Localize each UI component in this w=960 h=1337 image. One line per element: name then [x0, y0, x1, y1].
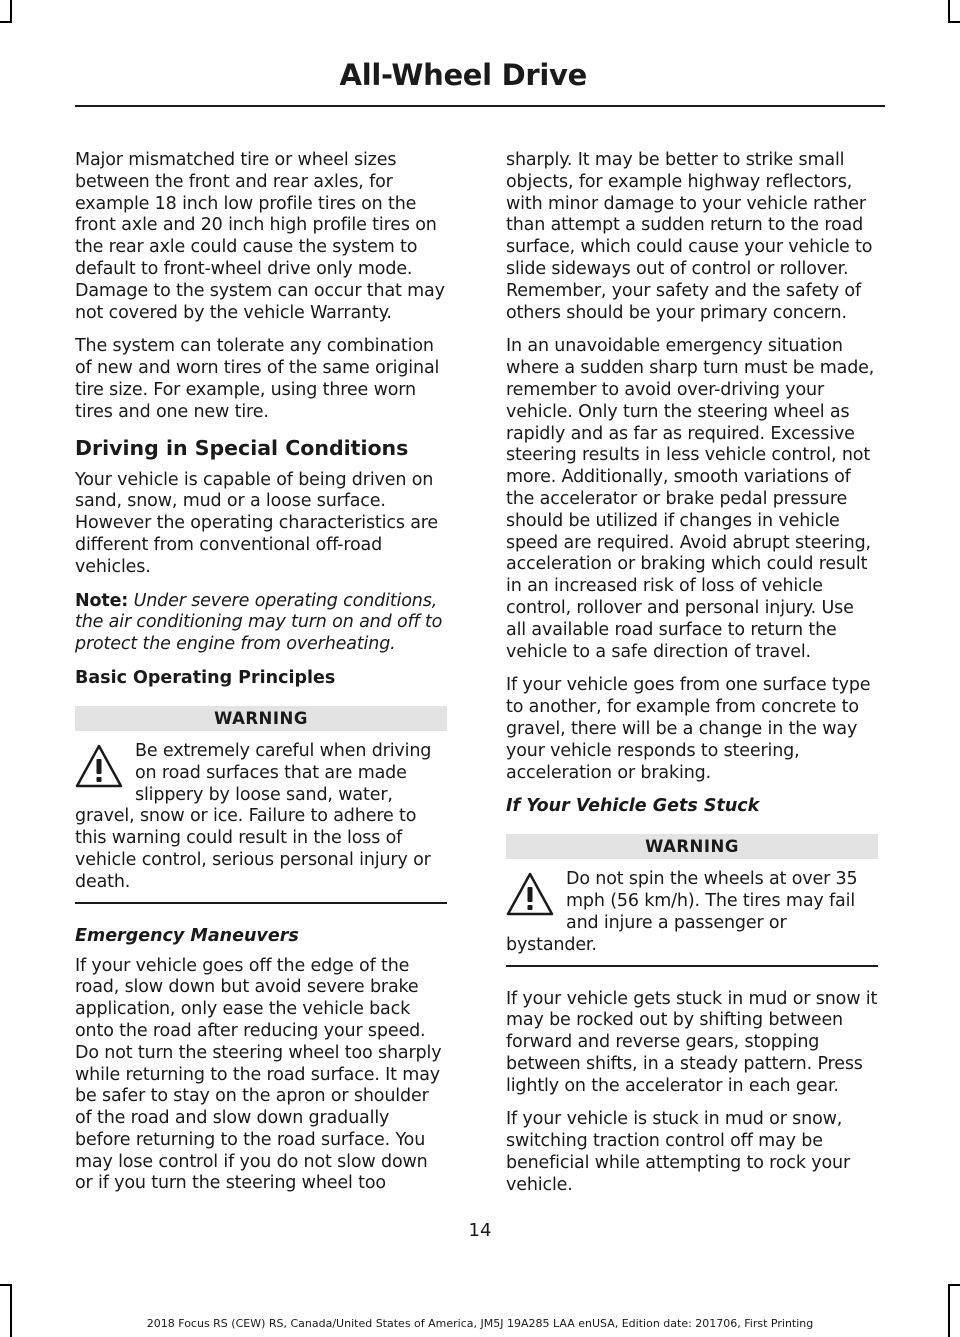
paragraph: In an unavoidable emergency situation where a sudden sharp turn must be made, remember to avoid over-driving your vehicle. Only turn the steering wheel as rapidly and as far as required. Excessive steering results in less vehicle control, not more. Additionally, smooth variations of the accelerator or brake pedal pressure should be utilized if changes in vehicle speed are required. Avoid abrupt steering, acceleration or braking which could result in an increased risk of loss of vehicle control, rollover and personal injury. Use all available road surface to return the vehicle to a safe direction of travel. [506, 336, 875, 662]
paragraph: Major mismatched tire or wheel sizes between the front and rear axles, for example 18 inch low profile tires on the front axle and 20 inch high profile tires on the rear axle could cause the system to default to front-wheel drive only mode. Damage to the system can occur that may not covered by the vehicle Warranty. [75, 150, 445, 323]
page-title: All-Wheel Drive [339, 58, 587, 92]
warning-text: Be extremely careful when driving on road surfaces that are made slippery by loose sand, water, gravel, snow or ice. Failure to adhere to this warning could result in the loss of vehicle control, serious personal injury or death. [75, 740, 432, 892]
crop-mark [948, 1284, 960, 1286]
paragraph: If your vehicle goes from one surface type to another, for example from concrete to gravel, there will be a change in the way your vehicle responds to steering, acceleration or braking. [506, 675, 871, 783]
subsection-heading: Emergency Maneuvers [75, 925, 299, 946]
note-text: Under severe operating conditions, the air conditioning may turn on and off to protect the engine from overheating. [75, 590, 443, 655]
crop-mark [0, 1284, 12, 1286]
paragraph: sharply. It may be better to strike small objects, for example highway reflectors, with minor damage to your vehicle rather than attempt a sudden return to the road surface, which could cause your vehicle to slide sideways out of control or rollover. Remember, your safety and the safety of others should be your primary concern. [506, 150, 873, 323]
right-column [506, 150, 878, 1209]
footer-edition-info: 2018 Focus RS (CEW) RS, Canada/United States of America, JM5J 19A285 LAA enUSA, Edition date: 201706, First Printing [146, 1317, 814, 1330]
paragraph: If your vehicle is stuck in mud or snow, switching traction control off may be beneficial while attempting to rock your vehicle. [506, 1109, 851, 1195]
subsection-heading: Basic Operating Principles [75, 667, 336, 688]
crop-mark [0, 21, 12, 23]
left-column [75, 150, 447, 1207]
note-label: Note: [75, 590, 129, 611]
warning-box [75, 706, 447, 904]
paragraph: If your vehicle gets stuck in mud or snow it may be rocked out by shifting between forward and reverse gears, stopping between shifts, in a steady pattern. Press lightly on the accelerator in each gear. [506, 988, 878, 1096]
paragraph: If your vehicle goes off the edge of the road, slow down but avoid severe brake application, only ease the vehicle back onto the road after reducing your speed. Do not turn the steering wheel too sharply while returning to the road surface. It may be safer to stay on the apron or shoulder of the road and slow down gradually before returning to the road surface. You may lose control if you do not slow down or if you turn the steering wheel too [75, 955, 442, 1194]
page-number: 14 [468, 1220, 492, 1241]
warning-heading: WARNING [75, 706, 447, 731]
section-heading: Driving in Special Conditions [75, 435, 409, 460]
crop-mark [10, 0, 12, 22]
warning-triangle-icon [75, 743, 123, 789]
warning-heading: WARNING [506, 834, 878, 859]
header-divider [75, 105, 885, 107]
warning-triangle-icon [506, 871, 554, 917]
crop-mark [948, 0, 950, 22]
crop-mark [948, 21, 960, 23]
paragraph: Your vehicle is capable of being driven on sand, snow, mud or a loose surface. However the operating characteristics are different from conventional off-road vehicles. [75, 469, 439, 577]
subsection-heading: If Your Vehicle Gets Stuck [506, 796, 760, 817]
warning-box [506, 834, 878, 966]
warning-text: Do not spin the wheels at over 35 mph (56 km/h). The tires may fail and injure a passenger or bystander. [506, 869, 858, 955]
note [75, 591, 447, 656]
paragraph: The system can tolerate any combination of new and worn tires of the same original tire size. For example, using three worn tires and one new tire. [75, 336, 440, 422]
